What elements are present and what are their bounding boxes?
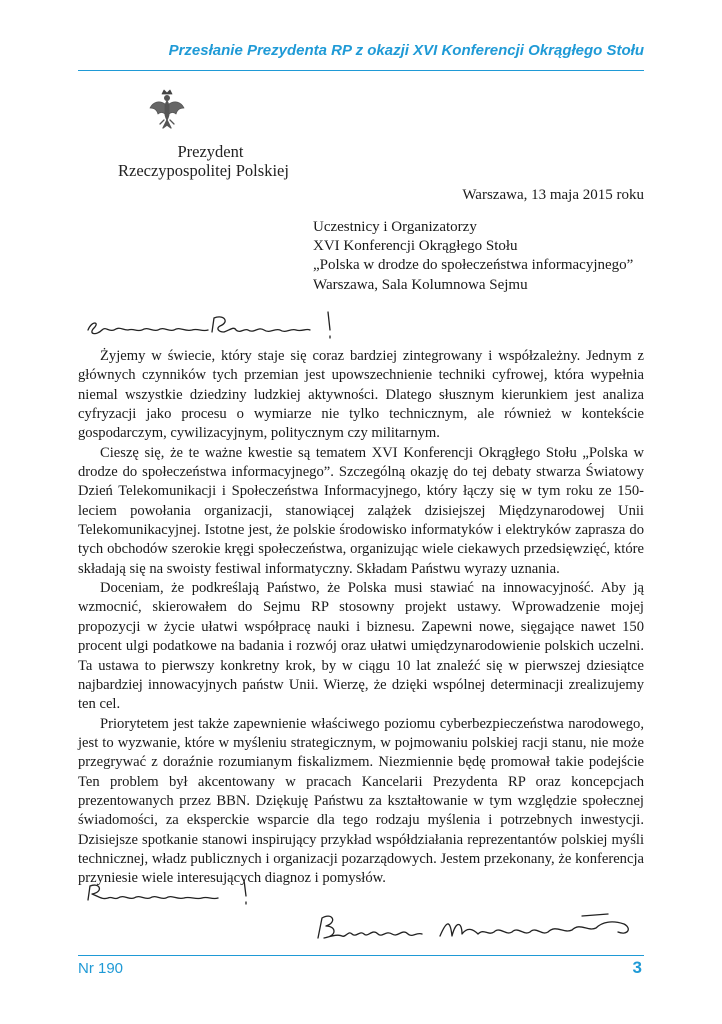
letterhead-office: Rzeczypospolitej Polskiej xyxy=(118,161,289,180)
body-paragraph: Żyjemy w świecie, który staje się coraz bardziej zintegrowany i współzależny. Jednym z głównych czynników tych przemian jest upowszechnienie techniki cyfrowej, która wypełnia niemal wszystkie dziedziny ludzkiej aktywności. Dlatego słusznym kierunkiem jest analiza cyfryzacji jako procesu o wymiarze nie tylko technicznym, ale również w kontekście gospodarczym, cywilizacyjnym, politycznym czy militarnym. xyxy=(78,348,644,442)
addressee-line: „Polska w drodze do społeczeństwa informacyjnego” xyxy=(313,257,634,274)
letterhead xyxy=(118,142,289,180)
handwritten-signature xyxy=(312,900,642,948)
issue-number: Nr 190 xyxy=(78,960,124,977)
body-paragraph: Priorytetem jest także zapewnienie właściwego poziomu cyberbezpieczeństwa narodowego, jest to wyzwanie, które w myśleniu strategicznym, w pojmowaniu polskiej racji stanu, nie może przegrywać z doraźnie rozumianym fiskalizmem. Niezmiennie będę promował takie podejście Ten problem był akcentowany w pracach Kancelarii Prezydenta RP oraz koncepcjach prezentowanych przez BBN. Dziękuję Państwu za kształtowanie w tym względzie społecznej świadomości, za eksperckie wsparcie dla tego rodzaju myślenia i potrzebnych inwestycji. Dzisiejsze spotkanie stanowi inspirujący przykład współdziałania reprezentantów polskiej myśli technicznej, władz publicznych i organizacji pozarządowych. Jestem przekonany, że konferencja przyniesie wiele interesujących diagnoz i pomysłów. xyxy=(78,715,644,887)
letter-date: Warszawa, 13 maja 2015 roku xyxy=(462,187,644,203)
footer-divider xyxy=(78,955,644,956)
body-paragraph: Cieszę się, że te ważne kwestie są tematem XVI Konferencji Okrągłego Stołu „Polska w drodze do społeczeństwa informacyjnego”. Szczególną okazję do tej debaty stwarza Światowy Dzień Telekomunikacji i Społeczeństwa Informacyjnego, który łączy się w tym roku ze 150-leciem powołania organizacji, stanowiącej zalążek dzisiejszej Międzynarodowej Unii Telekomunikacyjnej. Istotne jest, że polskie środowisko informatyków i elektryków zaprasza do tych obchodów szerokie kręgi społeczeństwa, organizując wiele ciekawych przedsięwzięć, które składają się na swoisty festiwal informatyczny. Składam Państwu wyrazy uznania. xyxy=(78,444,644,577)
letterhead-title: Prezydent xyxy=(177,142,244,161)
header-divider xyxy=(78,70,644,71)
handwritten-salutation xyxy=(84,308,344,344)
body-paragraph: Doceniam, że podkreślają Państwo, że Polska musi stawiać na innowacyjność. Aby ją wzmocnić, skierowałem do Sejmu RP stosowny projekt ustawy. Wprowadzenie mojej propozycji w życie ułatwi współpracę nauki i biznesu. Zapewni nowe, sięgające nawet 150 procent ulgi podatkowe na badania i rozwój oraz ułatwi umiędzynarodowienie polskich uczelni. Ta ustawa to pierwszy konkretny krok, by w ciągu 10 lat znaleźć się w pierwszej dziesiątce najbardziej innowacyjnych państw Unii. Wierzę, że dzięki wspólnej determinacji zrealizujemy ten cel. xyxy=(78,580,644,713)
running-header-title: Przesłanie Prezydenta RP z okazji XVI Konferencji Okrągłego Stołu xyxy=(168,42,644,59)
addressee-line: XVI Konferencji Okrągłego Stołu xyxy=(313,238,518,255)
page-number: 3 xyxy=(632,958,642,977)
addressee-block xyxy=(313,218,633,295)
addressee-line: Uczestnicy i Organizatorzy xyxy=(313,219,477,235)
handwritten-closing xyxy=(84,874,254,910)
addressee-line: Warszawa, Sala Kolumnowa Sejmu xyxy=(313,276,528,293)
polish-eagle-icon xyxy=(148,88,186,134)
letter-body xyxy=(78,347,644,889)
